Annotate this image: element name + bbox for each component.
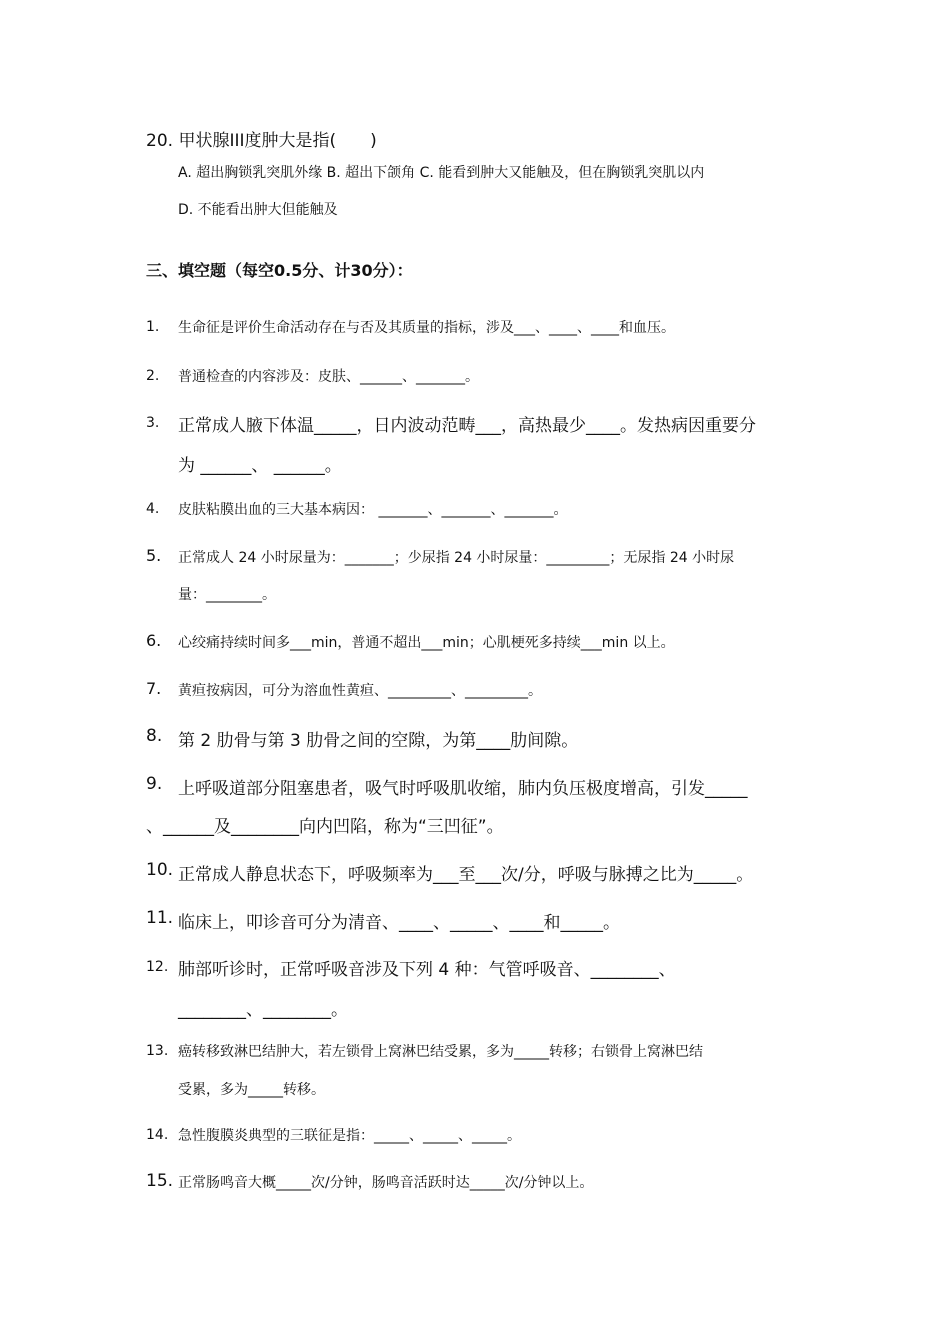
item-number: 12.: [146, 959, 169, 975]
item-text: 急性腹膜炎典型的三联征是指：_____、_____、_____。: [178, 1128, 521, 1144]
item-number: 3.: [146, 415, 160, 431]
item-text: 正常肠鸣音大概_____次/分钟，肠鸣音活跃时达_____次/分钟以上。: [178, 1175, 594, 1191]
item-number: 7.: [146, 679, 162, 698]
item-number: 15.: [146, 1171, 174, 1191]
question-20-options-line2: D. 不能看出肿大但能触及: [178, 202, 338, 218]
question-20-options-line1: A. 超出胸锁乳突肌外缘 B. 超出下颌角 C. 能看到肿大又能触及，但在胸锁乳突肌以内: [178, 165, 705, 181]
item-text-continued: 受累，多为_____转移。: [178, 1082, 325, 1098]
item-number: 10.: [146, 860, 174, 880]
item-text: 黄疸按病因，可分为溶血性黄疸、_________、_________。: [178, 683, 542, 699]
item-number: 4.: [146, 501, 160, 517]
item-text: 第 2 肋骨与第 3 肋骨之间的空隙，为第____肋间隙。: [178, 731, 579, 751]
item-number: 13.: [146, 1043, 169, 1059]
item-text: 临床上，叩诊音可分为清音、____、_____、____和_____。: [178, 913, 620, 933]
item-text-continued: 量：________。: [178, 587, 276, 603]
item-number: 5.: [146, 546, 162, 565]
item-text: 生命征是评价生命活动存在与否及其质量的指标，涉及___、____、____和血压。: [178, 320, 675, 336]
item-text: 普通检查的内容涉及：皮肤、______、_______。: [178, 369, 479, 385]
item-text-continued: ________、________。: [178, 1000, 348, 1020]
item-text: 心绞痛持续时间多___min，普通不超出___min；心肌梗死多持续___min 以上。: [178, 635, 675, 651]
item-text: 癌转移致淋巴结肿大，若左锁骨上窝淋巴结受累，多为_____转移；右锁骨上窝淋巴结: [178, 1044, 703, 1060]
item-number: 2.: [146, 368, 160, 384]
item-text: 正常成人 24 小时尿量为：_______；少尿指 24 小时尿量：_________；无尿指 24 小时尿: [178, 550, 735, 566]
item-text-continued: 为 ______、 ______。: [178, 456, 342, 476]
item-number: 9.: [146, 774, 163, 794]
item-text: 上呼吸道部分阻塞患者，吸气时呼吸肌收缩，肺内负压极度增高，引发_____: [178, 779, 748, 799]
question-20-stem: 20. 甲状腺III度肿大是指( ): [146, 131, 377, 151]
item-text: 皮肤粘膜出血的三大基本病因： _______、_______、_______。: [178, 502, 568, 518]
section-title: 三、填空题（每空0.5分、计30分）：: [146, 261, 413, 280]
item-number: 14.: [146, 1127, 169, 1143]
item-number: 11.: [146, 908, 174, 928]
item-text: 正常成人腋下体温_____，日内波动范畴___，高热最少____。发热病因重要分: [178, 416, 756, 436]
item-number: 1.: [146, 319, 160, 335]
item-number: 6.: [146, 631, 162, 650]
item-text: 正常成人静息状态下，呼吸频率为___至___次/分，呼吸与脉搏之比为_____。: [178, 865, 754, 885]
item-text-continued: 、______及________向内凹陷，称为“三凹征”。: [146, 817, 504, 837]
item-text: 肺部听诊时，正常呼吸音涉及下列 4 种：气管呼吸音、________、: [178, 960, 676, 980]
item-number: 8.: [146, 726, 163, 746]
